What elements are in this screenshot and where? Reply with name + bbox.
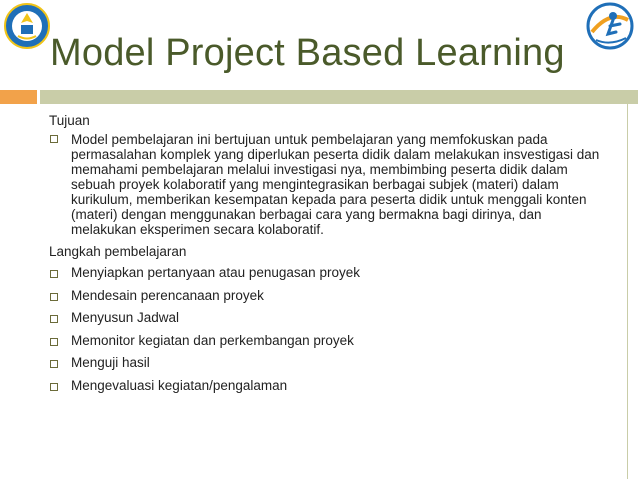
section-heading-langkah: Langkah pembelajaran xyxy=(49,244,187,259)
accent-bar-orange xyxy=(0,90,37,104)
list-item xyxy=(49,264,609,282)
square-bullet-icon xyxy=(50,383,58,391)
list-item xyxy=(49,332,609,350)
langkah-list xyxy=(49,264,609,395)
slide-title: Model Project Based Learning xyxy=(50,32,565,74)
list-item xyxy=(49,287,609,305)
section-heading-tujuan: Tujuan xyxy=(49,113,90,128)
accent-bar-olive xyxy=(40,90,638,104)
list-item-text: Menyiapkan pertanyaan atau penugasan proyek xyxy=(71,265,360,280)
kurikulum-2013-logo-icon xyxy=(586,2,634,50)
slide-content xyxy=(49,112,609,400)
tujuan-text: Model pembelajaran ini bertujuan untuk pembelajaran yang memfokuskan pada permasalahan komplek yang diperlukan peserta didik dalam melakukan insvestigasi dan memahami pembelajaran melalui investigasi nya, membimbing peserta didik dalam sebuah proyek kolaboratif yang mengintegrasikan berbagai subjek (materi) dalam kurikulum, memberikan kesempatan kepada para peserta didik untuk menggali konten (materi) dengan menggunakan berbagai cara yang bermakna bagi dirinya, dan melakukan eksperimen secara kolaboratif. xyxy=(71,132,600,237)
list-item xyxy=(49,309,609,327)
right-divider-line xyxy=(627,104,628,479)
list-item-text: Mendesain perencanaan proyek xyxy=(71,287,264,303)
square-bullet-icon xyxy=(50,135,58,143)
square-bullet-icon xyxy=(50,360,58,368)
square-bullet-icon xyxy=(50,338,58,346)
list-item xyxy=(49,377,609,395)
square-bullet-icon xyxy=(50,270,58,278)
list-item-text: Menguji hasil xyxy=(71,355,150,371)
list-item xyxy=(49,132,609,237)
square-bullet-icon xyxy=(50,293,58,301)
square-bullet-icon xyxy=(50,315,58,323)
list-item-text: Menyusun Jadwal xyxy=(71,310,180,326)
list-item xyxy=(49,354,609,372)
list-item-text: Mengevaluasi kegiatan/pengalaman xyxy=(71,377,288,393)
tut-wuri-handayani-emblem-icon xyxy=(4,3,50,49)
list-item-text: Memonitor kegiatan dan perkembangan proyek xyxy=(71,332,354,348)
